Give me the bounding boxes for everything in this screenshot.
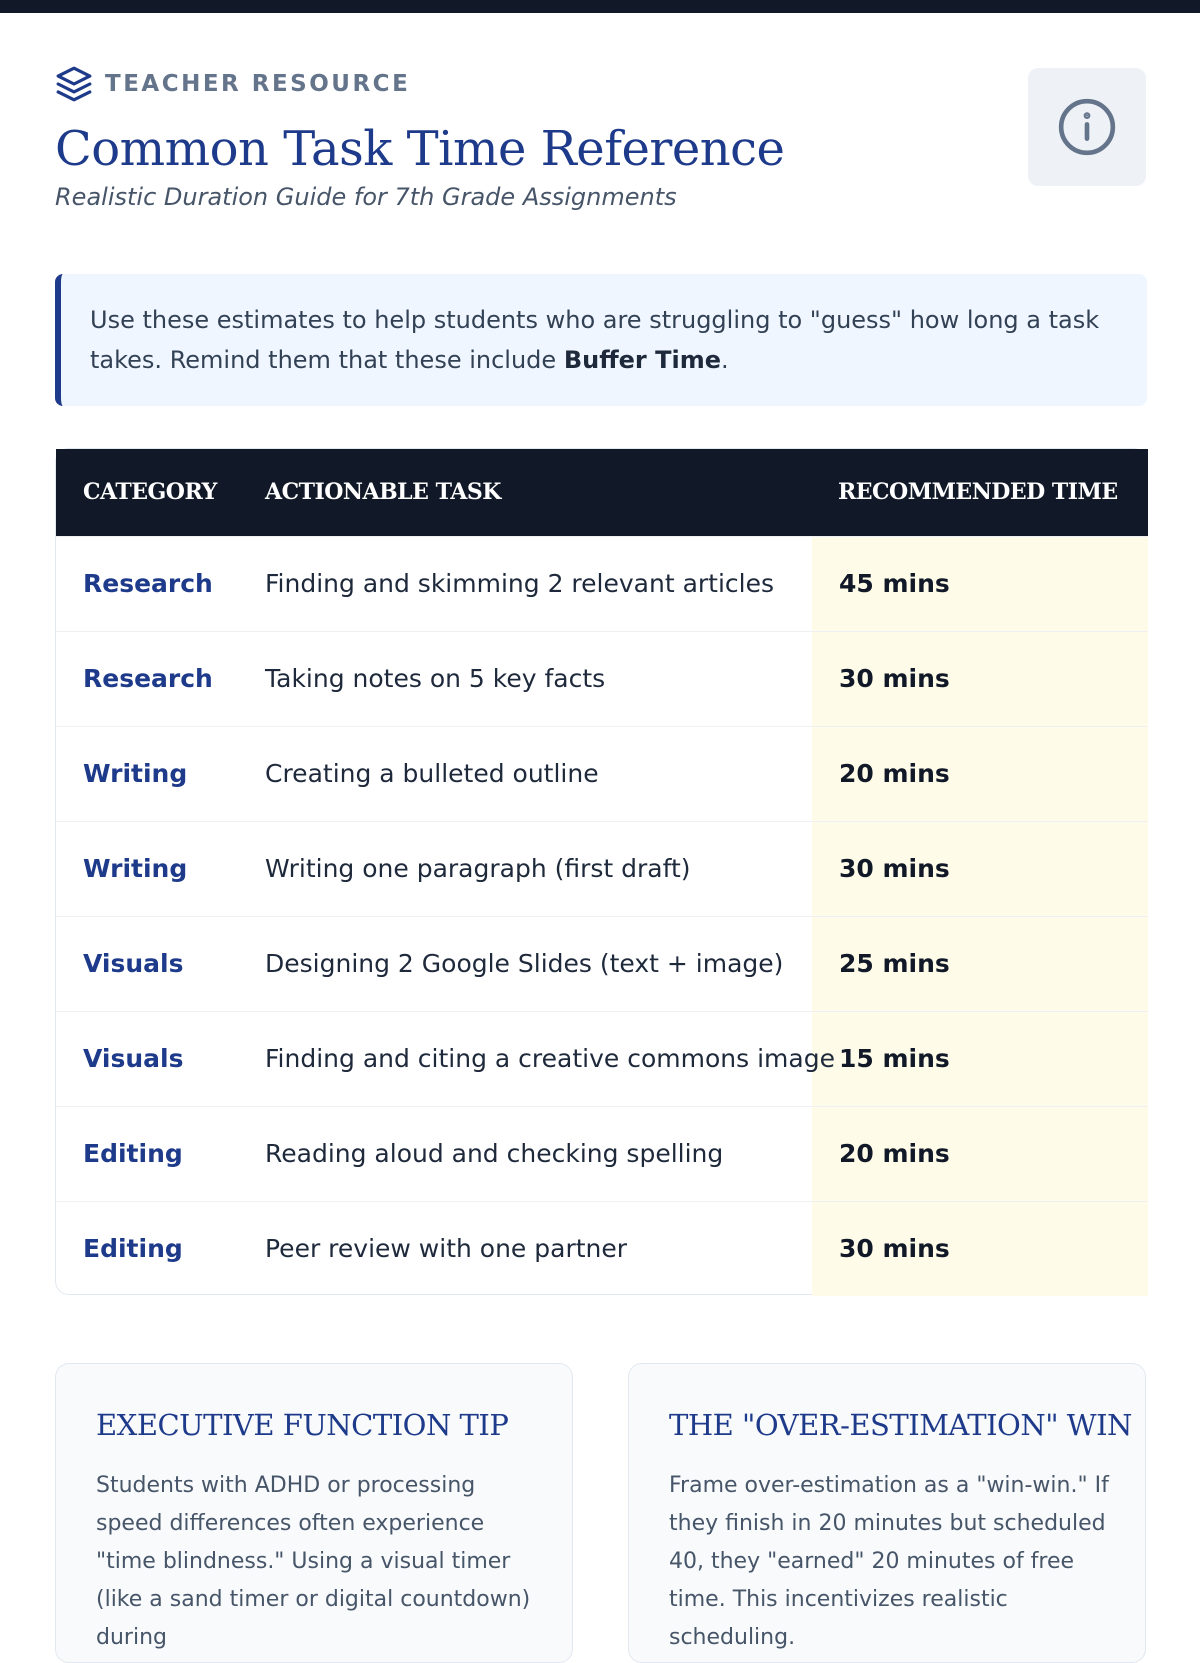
buffer-time-callout [55, 274, 1147, 406]
table-row [56, 1106, 1148, 1201]
time-cell: 45 mins [812, 536, 1148, 631]
task-cell: Writing one paragraph (first draft) [265, 854, 691, 883]
card-body: Frame over-estimation as a "win-win." If they finish in 20 minutes but scheduled 40, they "earned" 20 minutes of free time. This incentivizes realistic scheduling. [669, 1473, 1109, 1650]
column-header-category: CATEGORY [83, 479, 217, 506]
category-cell: Research [83, 664, 213, 693]
executive-function-tip-card [55, 1363, 573, 1663]
task-cell: Reading aloud and checking spelling [265, 1139, 724, 1168]
column-header-time: RECOMMENDED TIME [838, 479, 1118, 506]
eyebrow-label: TEACHER RESOURCE [105, 71, 411, 97]
over-estimation-win-card [628, 1363, 1146, 1663]
time-cell: 15 mins [812, 1011, 1148, 1106]
task-cell: Creating a bulleted outline [265, 759, 599, 788]
time-cell: 20 mins [812, 726, 1148, 821]
category-cell: Visuals [83, 1044, 184, 1073]
callout-text [90, 300, 1119, 380]
table-row [56, 1201, 1148, 1296]
table-row [56, 536, 1148, 631]
time-cell: 20 mins [812, 1106, 1148, 1201]
category-cell: Visuals [83, 949, 184, 978]
info-button[interactable] [1028, 68, 1146, 186]
time-cell: 30 mins [812, 1201, 1148, 1296]
top-bar [0, 0, 1200, 13]
card-body: Students with ADHD or processing speed differences often experience "time blindness." Using a visual timer (like a sand timer or digital countdown) during [96, 1473, 531, 1650]
time-cell: 30 mins [812, 821, 1148, 916]
time-reference-table [55, 448, 1147, 1295]
category-cell: Editing [83, 1139, 183, 1168]
table-row [56, 1011, 1148, 1106]
card-title: THE "OVER-ESTIMATION" WIN [669, 1408, 1132, 1442]
task-cell: Peer review with one partner [265, 1234, 628, 1264]
layers-icon [55, 65, 93, 103]
task-cell: Designing 2 Google Slides (text + image) [265, 949, 784, 978]
time-cell: 30 mins [812, 631, 1148, 726]
card-title: EXECUTIVE FUNCTION TIP [96, 1408, 509, 1442]
info-icon [1056, 96, 1118, 158]
category-cell: Writing [83, 854, 188, 883]
task-cell: Finding and skimming 2 relevant articles [265, 569, 775, 598]
page-subtitle: Realistic Duration Guide for 7th Grade Assignments [55, 183, 677, 211]
table-row [56, 916, 1148, 1011]
table-row [56, 821, 1148, 916]
callout-text-lead: Use these estimates to help students who are struggling to "guess" how long a task takes. Remind them that these include [90, 306, 1100, 374]
category-cell: Writing [83, 759, 188, 788]
column-header-task: ACTIONABLE TASK [265, 479, 501, 506]
callout-text-tail: . [720, 346, 729, 374]
time-cell: 25 mins [812, 916, 1148, 1011]
eyebrow [55, 68, 410, 100]
callout-bold: Buffer Time [563, 346, 721, 374]
task-cell: Finding and citing a creative commons image [265, 1044, 835, 1073]
category-cell: Research [83, 569, 213, 598]
category-cell: Editing [83, 1234, 183, 1264]
table-header-row [56, 449, 1148, 536]
page-header [55, 66, 1147, 216]
table-row [56, 726, 1148, 821]
task-cell: Taking notes on 5 key facts [265, 664, 606, 693]
page-title: Common Task Time Reference [55, 121, 785, 177]
table-row [56, 631, 1148, 726]
